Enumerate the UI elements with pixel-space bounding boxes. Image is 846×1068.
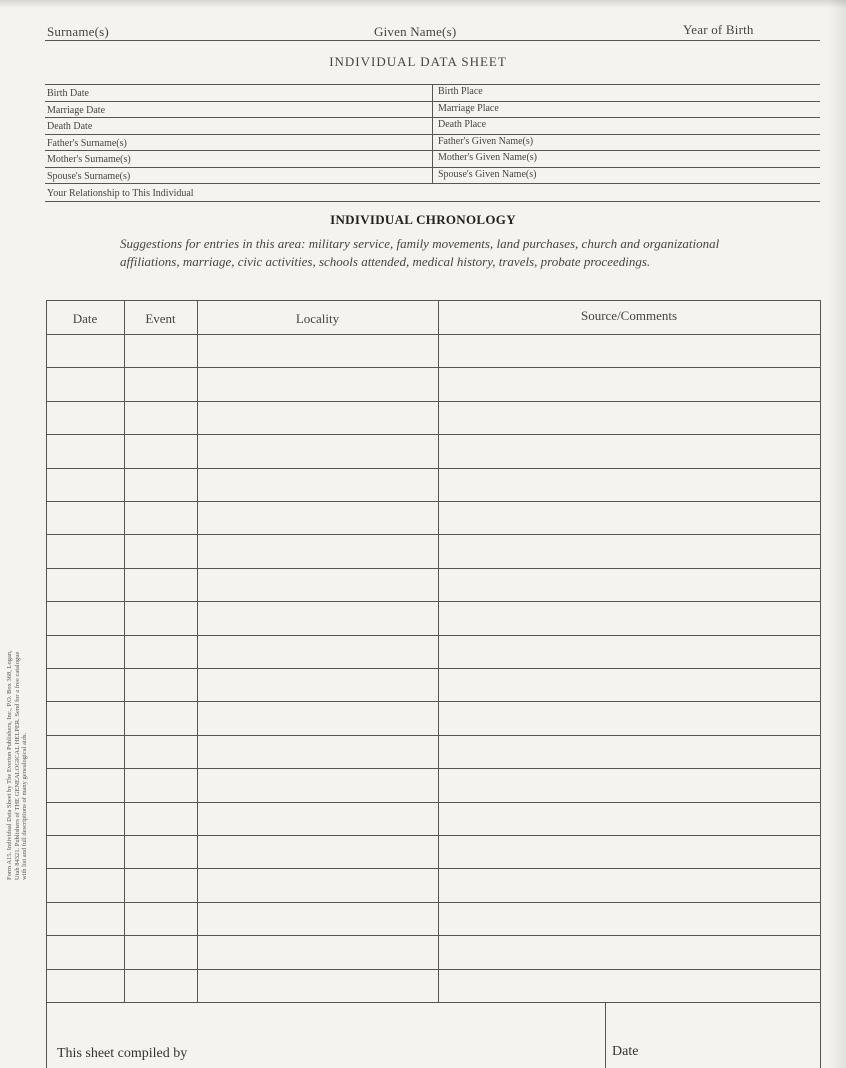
field-rule [45,183,820,184]
table-row [46,868,820,869]
table-column-rule [820,300,821,1002]
field-label-right: Spouse's Given Name(s) [438,168,537,180]
column-header: Date [72,311,98,326]
table-row [46,367,820,368]
table-row [46,568,820,569]
scan-top-shadow [0,0,846,8]
fields-divider [432,84,433,183]
relationship-rule [45,201,820,202]
footer-left-rule [46,1002,47,1068]
table-row [46,468,820,469]
table-row [46,401,820,402]
footer-right-rule [820,1002,821,1068]
compiled-by-label: This sheet compiled by [57,1046,188,1061]
table-top-border [46,300,820,301]
table-header-rule [46,334,820,335]
table-row [46,635,820,636]
given-name-label: Given Name(s) [374,24,457,39]
column-header: Locality [295,311,340,326]
table-row [46,835,820,836]
chronology-title: INDIVIDUAL CHRONOLOGY [330,212,516,227]
table-column-rule [197,300,198,1002]
header-rule [45,40,820,41]
scan-right-shadow [828,0,846,1068]
table-row [46,668,820,669]
suggestions-text: Suggestions for entries in this area: military service, family movements, land purchases, church and organizational affiliations, marriage, civic activities, schools attended, medical history, travels, probate proceedings. [120,236,720,269]
table-row [46,701,820,702]
table-row [46,802,820,803]
field-label-left: Birth Date [47,88,89,99]
chronology-suggestions [120,235,730,271]
table-row [46,601,820,602]
field-label-right: Father's Given Name(s) [438,135,534,147]
table-row [46,434,820,435]
table-column-rule [124,300,125,1002]
field-label-right: Death Place [438,119,487,130]
relationship-label: Your Relationship to This Individual [47,188,194,199]
field-label-left: Father's Surname(s) [47,137,127,149]
footer-date-label: Date [612,1044,639,1059]
field-label-left: Spouse's Surname(s) [47,170,131,182]
field-label-right: Birth Place [438,86,483,97]
field-label-left: Marriage Date [47,104,106,116]
field-label-right: Marriage Place [438,102,499,114]
table-row [46,735,820,736]
column-header: Event [145,311,176,326]
year-of-birth-label: Year of Birth [683,22,754,37]
surname-label: Surname(s) [47,24,109,39]
table-row [46,768,820,769]
table-row [46,969,820,970]
sheet-title: INDIVIDUAL DATA SHEET [329,54,507,69]
publisher-note: Form A15. Individual Data Sheet by The Everton Publishers, Inc., P.O. Box 368, Logan, Utah 84321. Publishers of THE GENEALOGICAL HELPER. Send for a free catalogue with list and full descriptions of many genealogical aids. [6,650,28,880]
footer-divider [605,1002,606,1068]
table-column-rule [46,300,47,1002]
field-label-left: Mother's Surname(s) [47,154,131,165]
table-column-rule [438,300,439,1002]
table-row [46,1002,820,1003]
table-row [46,902,820,903]
column-header: Source/Comments [580,308,678,323]
table-row [46,935,820,936]
table-row [46,534,820,535]
field-label-left: Death Date [47,121,93,132]
field-label-right: Mother's Given Name(s) [438,152,537,163]
table-row [46,501,820,502]
